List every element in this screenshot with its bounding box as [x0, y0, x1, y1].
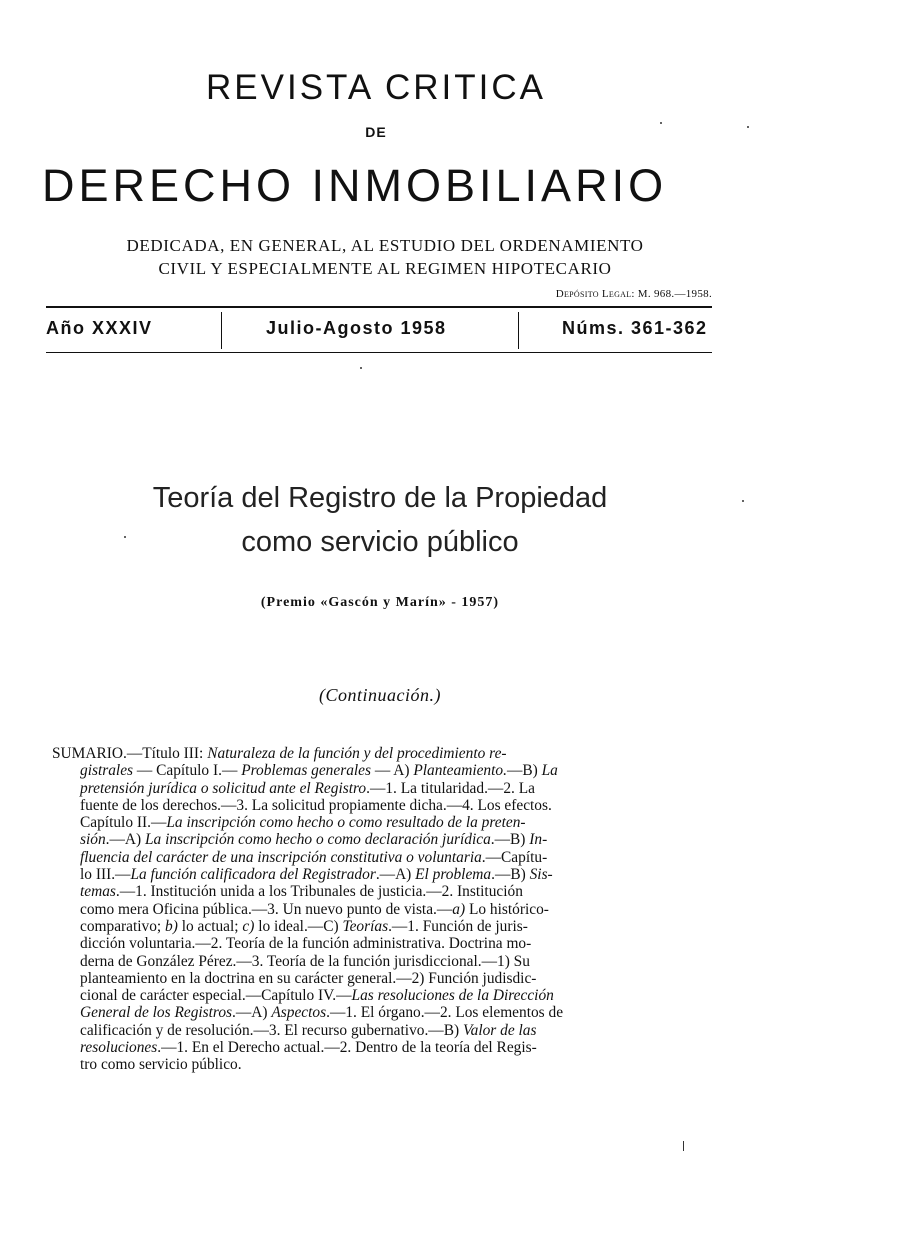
sumario-italic-segment: c) [242, 917, 255, 935]
sumario-line [52, 953, 724, 970]
sumario-text-segment: —B) [506, 762, 542, 780]
scan-speck [124, 536, 126, 538]
sumario-italic-segment: Planteamiento. [413, 762, 507, 780]
sumario-italic-segment: fluencia del carácter de una inscripción constitutiva o voluntaria [80, 848, 482, 866]
journal-title-de: DE [365, 124, 387, 140]
sumario-line [52, 1022, 724, 1039]
sumario-text-segment: .—A) [105, 831, 145, 849]
issue-year: Año XXXIV [46, 318, 153, 338]
sumario-line [52, 987, 724, 1004]
sumario-italic-segment: b) [165, 917, 178, 935]
sumario-italic-segment: In- [529, 831, 548, 849]
sumario-text-segment: .—B) [491, 866, 530, 884]
journal-tagline [50, 234, 720, 280]
sumario-line [52, 970, 724, 987]
sumario-italic-segment: a) [452, 900, 466, 918]
sumario-text-segment: comparativo; [80, 917, 166, 935]
scan-mark [683, 1141, 684, 1151]
article-title [60, 476, 700, 564]
sumario-line [52, 762, 724, 779]
sumario-line [52, 831, 724, 848]
sumario-italic-segment: Aspectos [271, 1004, 327, 1022]
sumario-text-segment: calificación y de resolución.—3. El recurso gubernativo.—B) [80, 1021, 463, 1039]
sumario-italic-segment: pretensión jurídica o solicitud ante el Registro [80, 779, 367, 797]
sumario-line [52, 1039, 724, 1056]
article-award: (Premio «Gascón y Marín» - 1957) [260, 595, 500, 610]
sumario-italic-segment: sión [80, 831, 106, 849]
article-title-line2: como servicio público [241, 526, 519, 558]
article-title-line1: Teoría del Registro de la Propiedad [152, 482, 608, 514]
sumario-italic-segment: La inscripción como hecho o como declaración jurídica [144, 831, 491, 849]
sumario-text-segment: fuente de los derechos.—3. La solicitud propiamente dicha.—4. Los efectos. [80, 796, 552, 814]
sumario-text-segment: lo actual; [177, 917, 243, 935]
sumario-italic-segment: La inscripción como hecho o como resultado de la preten- [166, 814, 526, 832]
sumario-italic-segment: temas [80, 883, 116, 901]
sumario-text-segment: como mera Oficina pública.—3. Un nuevo punto de vista.— [80, 900, 453, 918]
sumario-text-segment: .—A) [375, 866, 416, 884]
sumario-italic-segment: El problema [415, 866, 492, 884]
sumario-line [52, 935, 724, 952]
sumario-italic-segment: Sis- [529, 866, 553, 884]
sumario-italic-segment: La [541, 762, 558, 780]
sumario-text-segment: Lo histórico- [465, 900, 549, 918]
sumario-italic-segment: Teorías [342, 917, 389, 935]
article-continuation: (Continuación.) [319, 685, 441, 705]
sumario-text-segment: SUMARIO.—Título III: [52, 745, 208, 762]
sumario-line [52, 780, 724, 797]
sumario-italic-segment: La función calificadora del Registrador [130, 866, 376, 884]
scan-speck [742, 500, 744, 502]
sumario-line [52, 814, 724, 831]
sumario-text-segment: derna de González Pérez.—3. Teoría de la función jurisdiccional.—1) Su [80, 952, 530, 970]
sumario-italic-segment: Problemas generales [241, 762, 371, 780]
scan-speck [747, 126, 749, 128]
tagline-line1: DEDICADA, EN GENERAL, AL ESTUDIO DEL ORDENAMIENTO [126, 236, 644, 255]
sumario-text-segment: .—1. La titularidad.—2. La [366, 779, 535, 797]
sumario-text-segment: lo ideal.—C) [254, 917, 343, 935]
sumario-text-segment: .—1. El órgano.—2. Los elementos de [326, 1004, 564, 1022]
scan-speck [360, 367, 362, 369]
sumario-line [52, 849, 724, 866]
sumario-text-segment: lo III.— [80, 866, 131, 884]
sumario-italic-segment: General de los Registros [80, 1004, 233, 1022]
sumario-italic-segment: Naturaleza de la función y del procedimiento re- [207, 745, 507, 762]
issue-date: Julio-Agosto 1958 [266, 318, 447, 338]
tagline-line2: CIVIL Y ESPECIALMENTE AL REGIMEN HIPOTECARIO [158, 259, 612, 278]
sumario-line [52, 745, 724, 762]
sumario-text-segment: .—1. En el Derecho actual.—2. Dentro de la teoría del Regis- [157, 1039, 537, 1057]
sumario-italic-segment: Valor de las [462, 1021, 537, 1039]
issue-number: Núms. 361-362 [562, 318, 708, 338]
sumario-text-segment: .—B) [490, 831, 530, 849]
sumario-italic-segment: Las resoluciones de la Dirección [351, 987, 554, 1005]
info-rule-top [46, 306, 712, 308]
sumario-line [52, 797, 724, 814]
sumario-text-segment: .—1. Institución unida a los Tribunales de justicia.—2. Institución [115, 883, 523, 901]
sumario-text-segment: .—1. Función de juris- [388, 917, 528, 935]
sumario-italic-segment: resoluciones [80, 1039, 158, 1057]
sumario-line [52, 918, 724, 935]
sumario-line [52, 1056, 724, 1073]
sumario-text-segment: planteamiento en la doctrina en su carácter general.—2) Función judisdic- [80, 969, 537, 987]
sumario-text-segment: Capítulo II.— [80, 814, 167, 832]
sumario-line [52, 1004, 724, 1021]
journal-title-line2: DERECHO INMOBILIARIO [42, 160, 668, 211]
sumario-italic-segment: gistrales [80, 762, 134, 780]
info-divider-2 [518, 312, 519, 349]
sumario-line [52, 901, 724, 918]
sumario-block [52, 745, 724, 1074]
sumario-text-segment: — Capítulo I.— [133, 762, 242, 780]
deposito-legal: Depósito Legal: M. 968.—1958. [555, 288, 712, 300]
sumario-line [52, 883, 724, 900]
sumario-text-segment: tro como servicio público. [80, 1056, 242, 1074]
sumario-text-segment: dicción voluntaria.—2. Teoría de la función administrativa. Doctrina mo- [80, 935, 532, 953]
scan-speck [660, 122, 662, 124]
sumario-text-segment: — A) [371, 762, 414, 780]
sumario-line [52, 866, 724, 883]
info-divider-1 [221, 312, 222, 349]
sumario-text-segment: .—Capítu- [481, 848, 548, 866]
info-rule-bottom [46, 352, 712, 353]
sumario-text-segment: .—A) [232, 1004, 272, 1022]
sumario-text-segment: cional de carácter especial.—Capítulo IV.— [80, 987, 352, 1005]
journal-title-line1: REVISTA CRITICA [206, 68, 546, 107]
